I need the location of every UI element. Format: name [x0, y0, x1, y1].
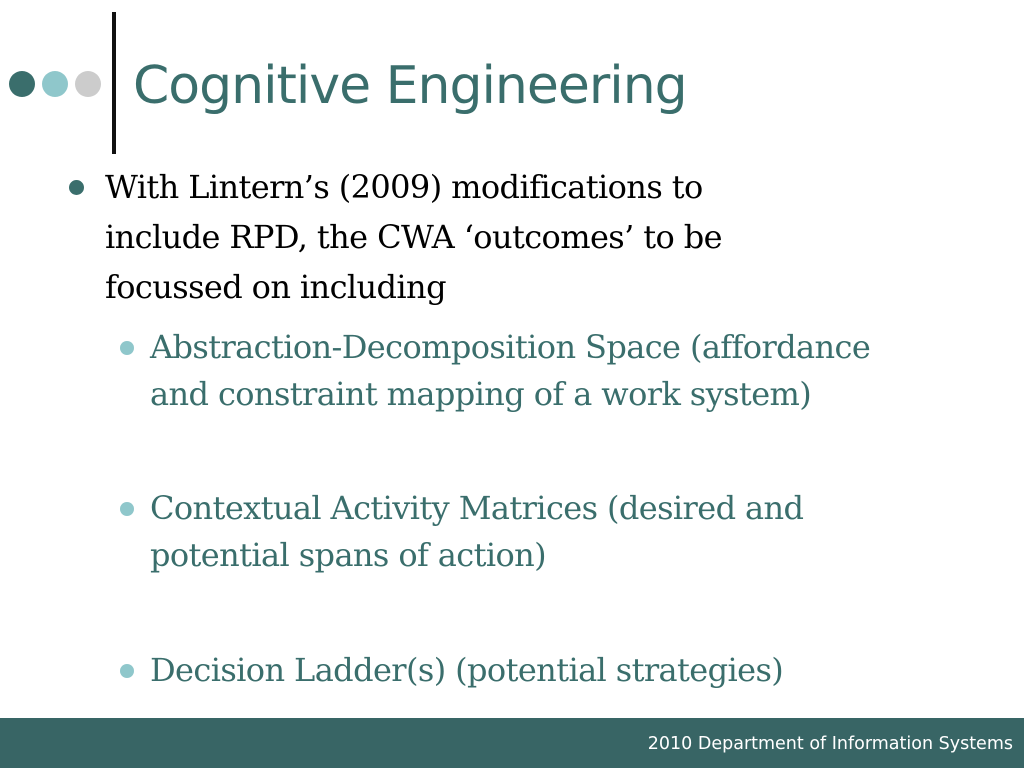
title-divider	[112, 12, 116, 154]
sub-bullet-line: Abstraction-Decomposition Space (affordance	[150, 328, 871, 366]
sub-bullet-icon	[120, 664, 134, 678]
footer-text: 2010 Department of Information Systems	[647, 734, 1013, 754]
bullet-line: focussed on including	[105, 268, 446, 306]
sub-bullet-line: Contextual Activity Matrices (desired and	[150, 489, 804, 527]
dot-light-icon	[42, 71, 68, 97]
bullet-line: With Lintern’s (2009) modifications to	[105, 168, 703, 206]
bullet-text	[105, 162, 1005, 312]
sub-bullet-abstraction-decomposition	[150, 324, 1010, 418]
slide-title: Cognitive Engineering	[133, 56, 687, 116]
sub-bullet-line: and constraint mapping of a work system)	[150, 375, 812, 413]
bullet-icon	[69, 180, 84, 195]
dot-dark-icon	[9, 71, 35, 97]
bullet-line: include RPD, the CWA ‘outcomes’ to be	[105, 218, 722, 256]
sub-bullet-contextual-activity	[150, 485, 1010, 579]
sub-bullet-line: Decision Ladder(s) (potential strategies)	[150, 651, 784, 689]
sub-bullet-decision-ladder	[150, 647, 1010, 694]
dot-grey-icon	[75, 71, 101, 97]
sub-bullet-icon	[120, 341, 134, 355]
sub-bullet-icon	[120, 502, 134, 516]
sub-bullet-line: potential spans of action)	[150, 536, 547, 574]
footer-bar	[0, 718, 1024, 768]
